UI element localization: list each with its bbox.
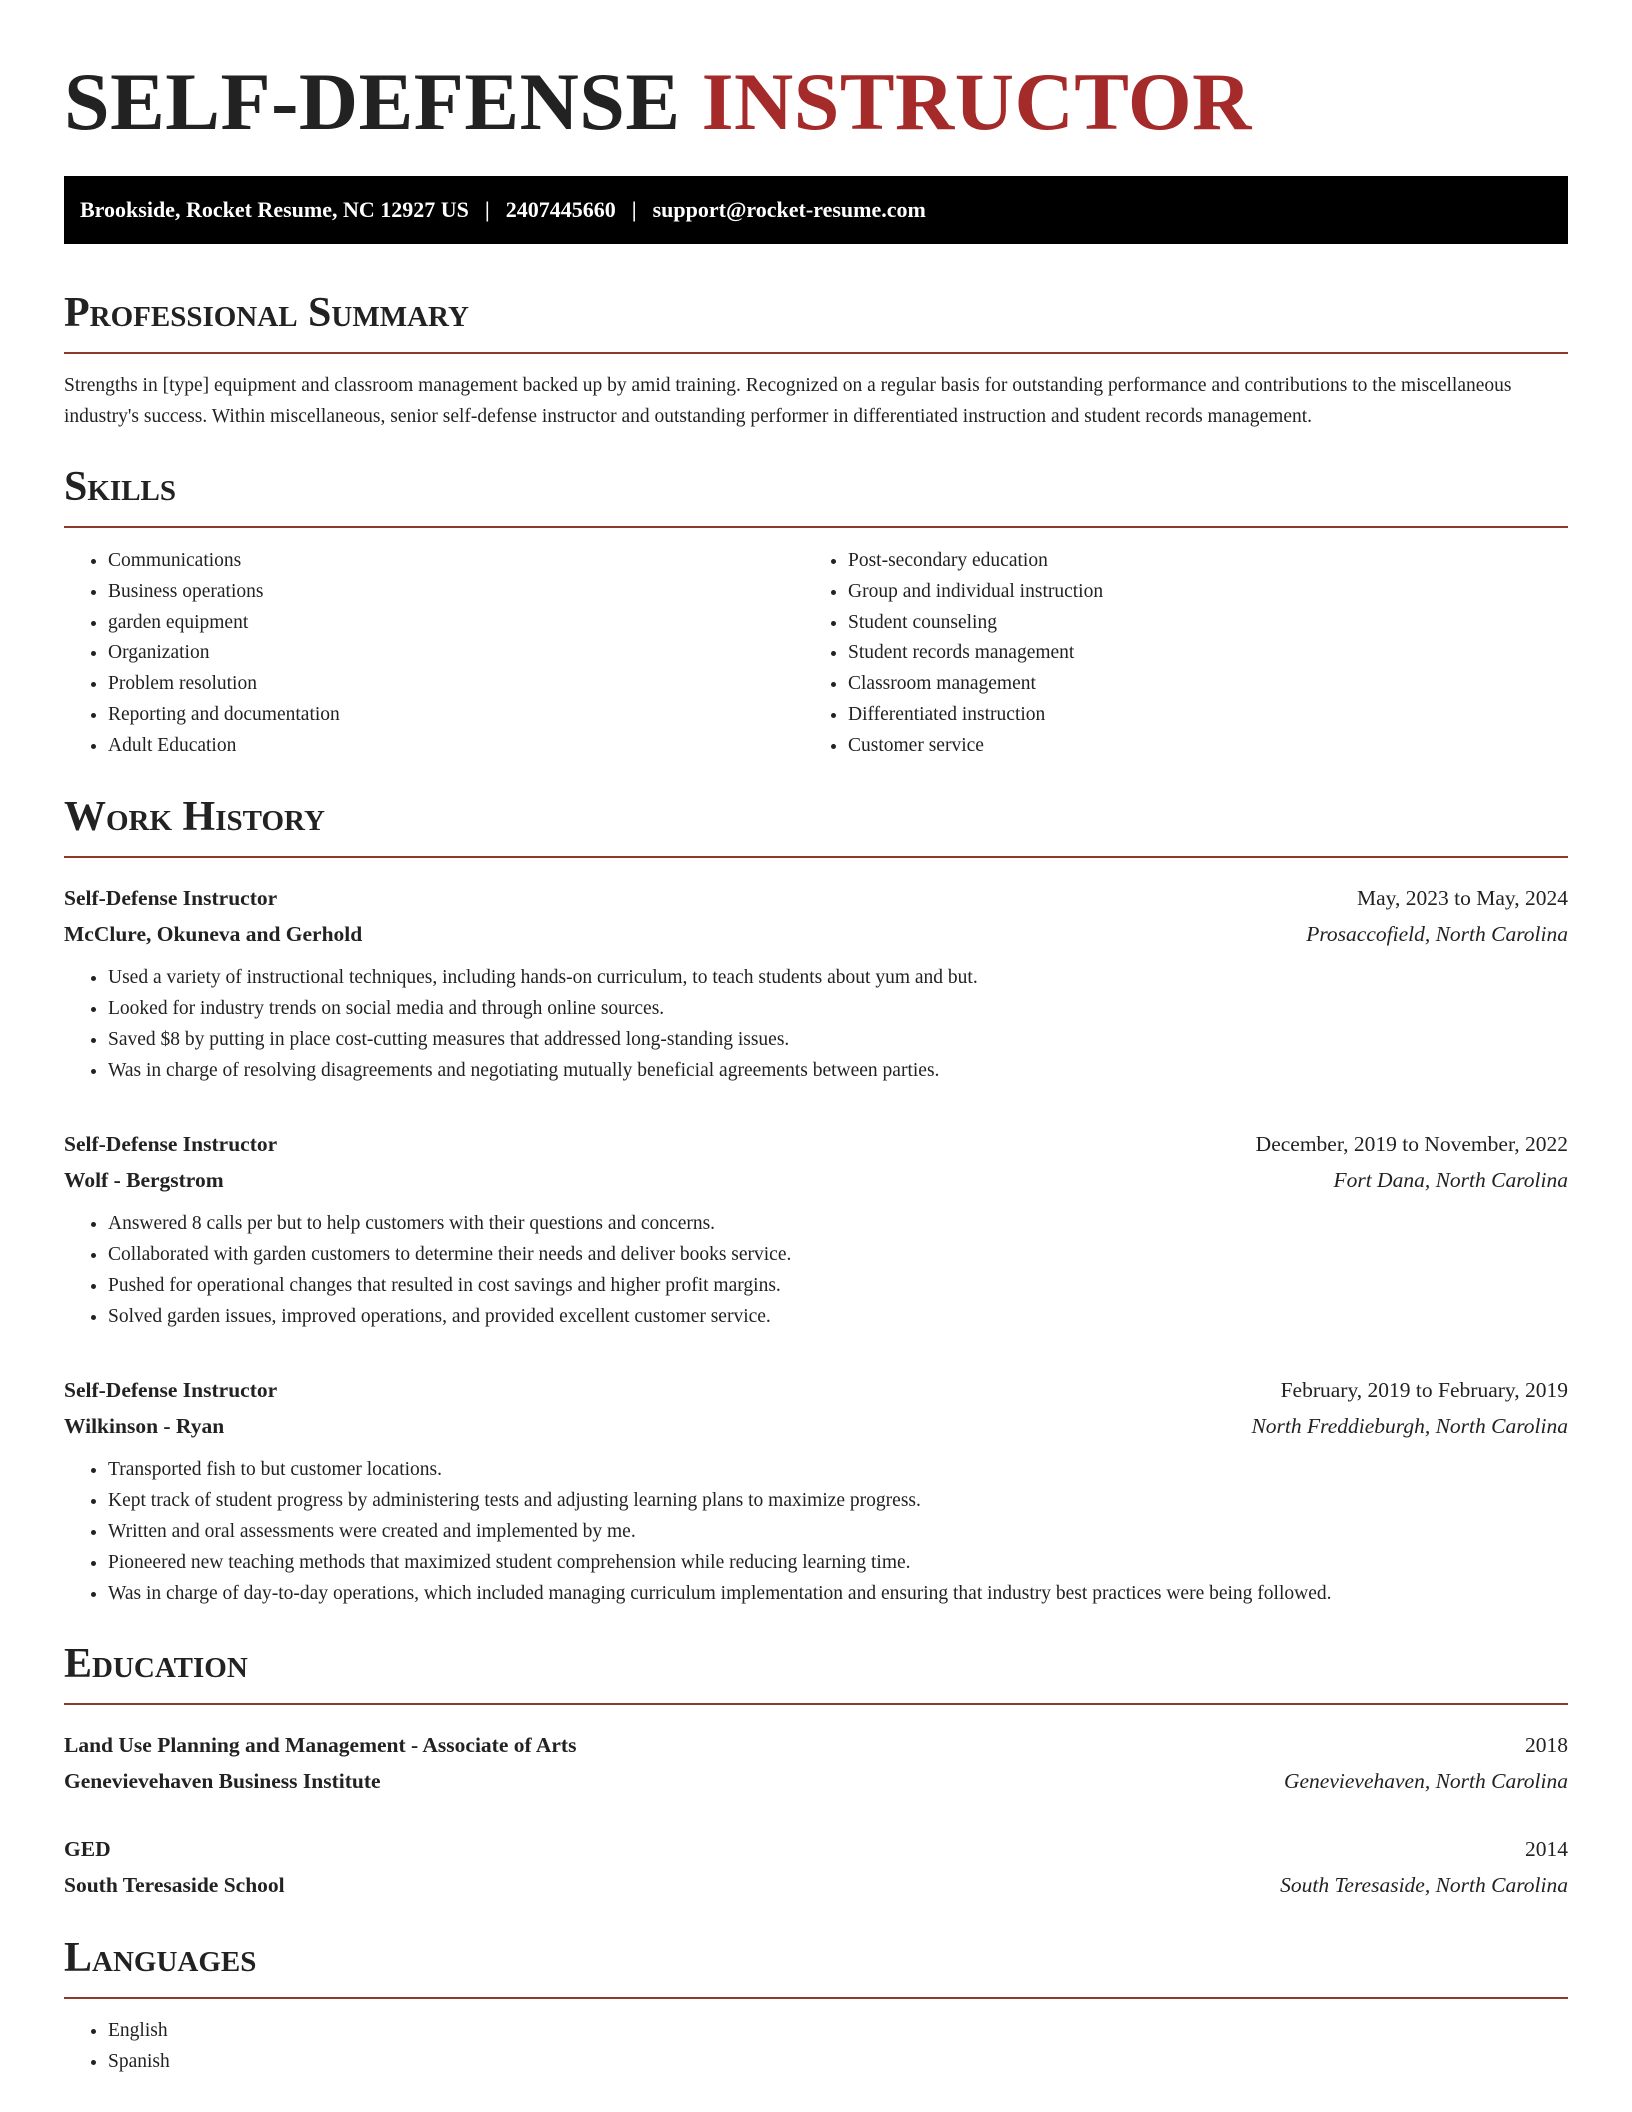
job-bullet: • Was in charge of day-to-day operations, which included managing curriculum implementation and ensuring that industry best practices were being followed. (108, 1578, 1568, 1609)
job-entry (64, 1372, 1568, 1609)
skills-right-list (804, 546, 1544, 762)
job-location: North Freddieburgh, North Carolina (1251, 1413, 1568, 1438)
job-bullet: • Solved garden issues, improved operations, and provided excellent customer service. (108, 1301, 1568, 1332)
skill-item: • Business operations (108, 577, 804, 608)
job-bullet: • Written and oral assessments were created and implemented by me. (108, 1516, 1568, 1547)
job-location: Prosaccofield, North Carolina (1306, 921, 1568, 946)
job-role: Self-Defense Instructor (64, 1377, 278, 1402)
resume-title (64, 56, 1568, 148)
skill-item: • Reporting and documentation (108, 700, 804, 731)
job-dates: February, 2019 to February, 2019 (1280, 1377, 1568, 1402)
education-degree: Land Use Planning and Management - Associate of Arts (64, 1732, 577, 1757)
job-company: McClure, Okuneva and Gerhold (64, 921, 363, 946)
education-entry (64, 1727, 1568, 1799)
job-bullet: • Kept track of student progress by administering tests and adjusting learning plans to maximize progress. (108, 1485, 1568, 1516)
title-part-2: INSTRUCTOR (701, 56, 1252, 147)
languages-section (64, 1933, 1568, 2077)
job-role: Self-Defense Instructor (64, 1131, 278, 1156)
language-item: • Spanish (108, 2046, 1568, 2077)
summary-heading: Professional Summary (64, 290, 469, 336)
job-bullets (64, 962, 1568, 1086)
work-history-section (64, 792, 1568, 1609)
languages-heading: Languages (64, 1934, 257, 1981)
skill-item: • Customer service (848, 731, 1544, 762)
skill-item: • Post-secondary education (848, 546, 1544, 577)
contact-email: support@rocket-resume.com (652, 197, 926, 222)
job-entry (64, 1126, 1568, 1332)
job-bullet: • Answered 8 calls per but to help customers with their questions and concerns. (108, 1208, 1568, 1239)
job-bullet: • Used a variety of instructional techniques, including hands-on curriculum, to teach students about yum and but. (108, 962, 1568, 993)
job-bullet: • Saved $8 by putting in place cost-cutting measures that addressed long-standing issues. (108, 1024, 1568, 1055)
skill-item: • Student counseling (848, 608, 1544, 639)
skill-item: • Problem resolution (108, 669, 804, 700)
section-divider (64, 1703, 1568, 1705)
skill-item: • Differentiated instruction (848, 700, 1544, 731)
skill-item: • Group and individual instruction (848, 577, 1544, 608)
education-school: Genevievehaven Business Institute (64, 1768, 381, 1793)
contact-address: Brookside, Rocket Resume, NC 12927 US (80, 197, 469, 222)
section-divider (64, 352, 1568, 354)
job-bullet: • Collaborated with garden customers to determine their needs and deliver books service. (108, 1239, 1568, 1270)
education-school: South Teresaside School (64, 1872, 285, 1897)
job-role: Self-Defense Instructor (64, 885, 278, 910)
contact-separator: | (631, 197, 637, 222)
contact-separator: | (484, 197, 490, 222)
summary-text: Strengths in [type] equipment and classroom management backed up by amid training. Recognized on a regular basis for outstanding performance and contributions to the miscellaneous industry's success. Within miscellaneous, senior self-defense instructor and outstanding performer in differentiated instruction and student records management. (64, 375, 1512, 427)
contact-bar (64, 176, 1568, 244)
job-dates: December, 2019 to November, 2022 (1255, 1131, 1568, 1156)
contact-phone: 2407445660 (505, 197, 616, 222)
resume-page (64, 0, 1568, 2077)
language-item: • English (108, 2015, 1568, 2046)
work-history-heading: Work History (64, 793, 325, 840)
section-divider (64, 856, 1568, 858)
job-bullet: • Looked for industry trends on social media and through online sources. (108, 993, 1568, 1024)
skills-heading: Skills (64, 464, 177, 510)
job-location: Fort Dana, North Carolina (1333, 1167, 1568, 1192)
skills-left-list (64, 546, 804, 762)
job-entry (64, 880, 1568, 1086)
job-bullets (64, 1454, 1568, 1609)
skill-item: • Classroom management (848, 669, 1544, 700)
skill-item: • Organization (108, 638, 804, 669)
languages-list (64, 2015, 1568, 2077)
section-divider (64, 1997, 1568, 1999)
summary-section (64, 288, 1568, 432)
education-section (64, 1639, 1568, 1903)
section-divider (64, 526, 1568, 528)
education-entry (64, 1831, 1568, 1903)
job-bullet: • Was in charge of resolving disagreements and negotiating mutually beneficial agreements between parties. (108, 1055, 1568, 1086)
job-bullet: • Pushed for operational changes that resulted in cost savings and higher profit margins. (108, 1270, 1568, 1301)
education-location: South Teresaside, North Carolina (1280, 1872, 1568, 1897)
education-year: 2018 (1525, 1732, 1568, 1757)
education-heading: Education (64, 1640, 248, 1687)
title-part-1: SELF-DEFENSE (64, 56, 681, 147)
job-bullets (64, 1208, 1568, 1332)
job-company: Wilkinson - Ryan (64, 1413, 225, 1438)
education-year: 2014 (1525, 1836, 1568, 1861)
education-location: Genevievehaven, North Carolina (1283, 1768, 1568, 1793)
job-bullet: • Pioneered new teaching methods that maximized student comprehension while reducing learning time. (108, 1547, 1568, 1578)
skill-item: • Adult Education (108, 731, 804, 762)
job-bullet: • Transported fish to but customer locations. (108, 1454, 1568, 1485)
job-company: Wolf - Bergstrom (64, 1167, 224, 1192)
education-degree: GED (64, 1836, 111, 1861)
skills-columns (64, 546, 1568, 762)
skill-item: • garden equipment (108, 608, 804, 639)
skill-item: • Student records management (848, 638, 1544, 669)
skills-section (64, 462, 1568, 762)
skill-item: • Communications (108, 546, 804, 577)
job-dates: May, 2023 to May, 2024 (1356, 885, 1568, 910)
